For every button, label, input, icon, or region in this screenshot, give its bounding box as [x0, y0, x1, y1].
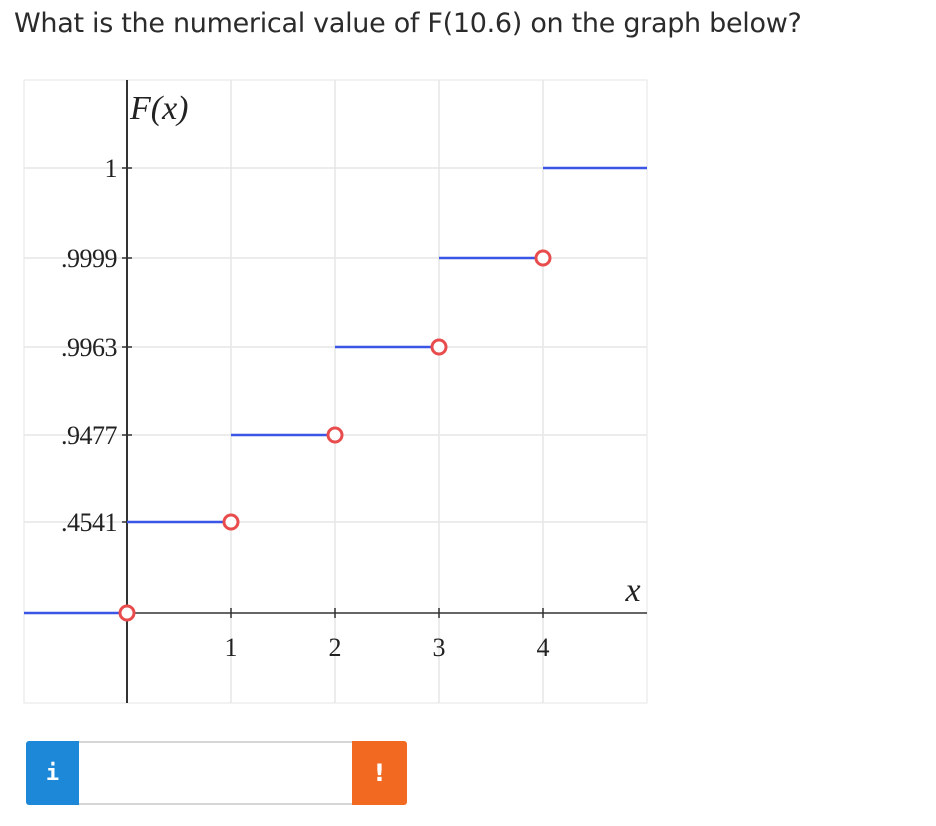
- open-circle-marker: [328, 428, 342, 442]
- open-circle-marker: [536, 251, 550, 265]
- y-tick-label: .9999: [61, 244, 117, 273]
- x-tick-label: 3: [432, 633, 446, 662]
- info-icon[interactable]: [26, 741, 79, 805]
- x-axis-label: x: [625, 572, 641, 609]
- info-icon-glyph: i: [45, 760, 60, 786]
- warning-icon[interactable]: [352, 741, 407, 805]
- warning-icon-glyph: !: [374, 759, 385, 787]
- y-tick-label: .9963: [61, 333, 117, 362]
- y-tick-label: .4541: [61, 508, 117, 537]
- y-tick-label: .9477: [61, 421, 117, 450]
- answer-row: [26, 741, 407, 805]
- y-tick-label: 1: [104, 154, 117, 183]
- question-text: What is the numerical value of F(10.6) on the graph below?: [14, 8, 802, 39]
- open-circle-marker: [224, 515, 238, 529]
- x-tick-label: 4: [536, 633, 550, 662]
- x-tick-label: 2: [328, 633, 342, 662]
- answer-input[interactable]: [79, 741, 367, 805]
- x-tick-label: 1: [224, 633, 238, 662]
- open-circle-marker: [432, 340, 446, 354]
- y-axis-label: F(x): [130, 90, 189, 127]
- open-circle-marker: [120, 606, 134, 620]
